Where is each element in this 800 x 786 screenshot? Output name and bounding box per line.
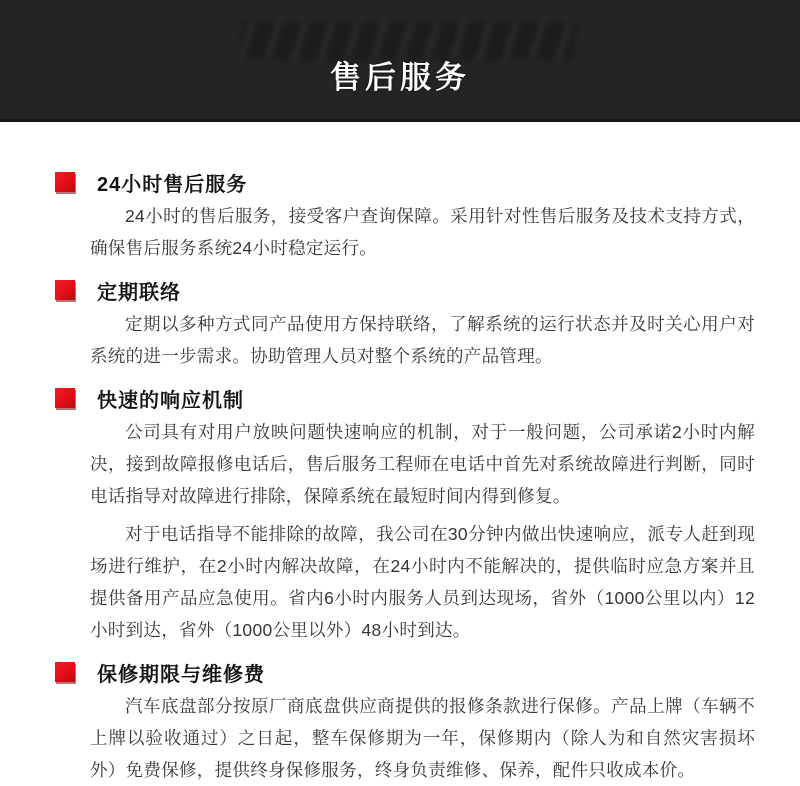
section-paragraph: 汽车底盘部分按原厂商底盘供应商提供的报修条款进行保修。产品上牌（车辆不上牌以验收通过）之日起，整车保修期为一年，保修期内（除人为和自然灾害损坏外）免费保修，提供终身保修服务，终身负责维修、保养，配件只收成本价。 xyxy=(90,696,755,780)
content-area xyxy=(0,122,800,786)
section-paragraph: 24小时的售后服务，接受客户查询保障。采用针对性售后服务及技术支持方式，确保售后服务系统24小时稳定运行。 xyxy=(90,206,755,258)
section-heading-row xyxy=(55,658,755,686)
page-header xyxy=(0,0,800,122)
page-title: 售后服务 xyxy=(330,60,470,95)
red-square-bullet-icon xyxy=(55,388,75,408)
section-heading: 24小时售后服务 xyxy=(97,173,248,196)
red-square-bullet-icon xyxy=(55,172,75,192)
section-paragraph: 对于电话指导不能排除的故障，我公司在30分钟内做出快速响应，派专人赶到现场进行维护，在2小时内解决故障，在24小时内不能解决的，提供临时应急方案并且提供备用产品应急使用。省内6小时内服务人员到达现场，省外（1000公里以内）12小时到达，省外（1000公里以外）48小时到达。 xyxy=(90,524,755,640)
section-warranty xyxy=(55,658,755,786)
section-heading: 快速的响应机制 xyxy=(97,389,244,412)
section-heading-row xyxy=(55,276,755,304)
section-24h-service xyxy=(55,168,755,264)
section-heading-row xyxy=(55,168,755,196)
section-heading: 定期联络 xyxy=(97,281,181,304)
section-heading-row xyxy=(55,384,755,412)
red-square-bullet-icon xyxy=(55,662,75,682)
section-paragraph: 定期以多种方式同产品使用方保持联络，了解系统的运行状态并及时关心用户对系统的进一步需求。协助管理人员对整个系统的产品管理。 xyxy=(90,314,755,366)
section-heading: 保修期限与维修费 xyxy=(97,663,265,686)
section-regular-contact xyxy=(55,276,755,372)
section-rapid-response xyxy=(55,384,755,646)
section-paragraph: 公司具有对用户放映问题快速响应的机制，对于一般问题，公司承诺2小时内解决，接到故障报修电话后，售后服务工程师在电话中首先对系统故障进行判断，同时电话指导对故障进行排除，保障系统在最短时间内得到修复。 xyxy=(90,422,755,506)
red-square-bullet-icon xyxy=(55,280,75,300)
